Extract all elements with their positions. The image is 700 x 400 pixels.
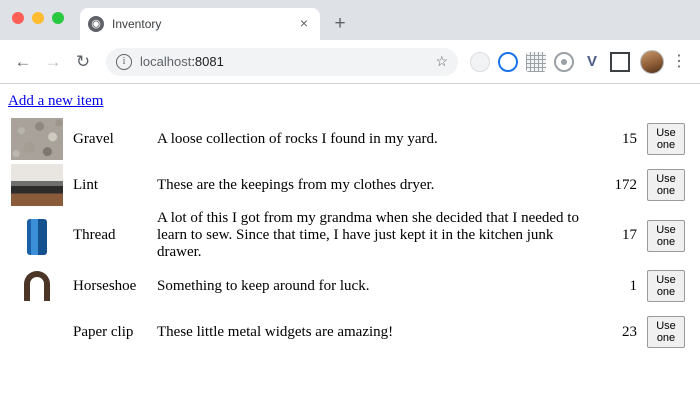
row-action-cell [640,162,692,208]
table-row [8,162,692,208]
row-name: Thread [73,227,116,243]
window-controls [12,12,64,24]
row-image-cell [8,116,70,162]
minimize-window-button[interactable] [32,12,44,24]
horseshoe-thumbnail [11,265,63,307]
row-action-cell [640,309,692,355]
site-info-icon[interactable]: i [116,54,132,70]
row-name: Lint [73,176,98,193]
table-row [8,263,692,309]
close-window-button[interactable] [12,12,24,24]
row-action-cell [640,208,692,263]
browser-menu-icon[interactable]: ⋮ [671,52,687,70]
no-thumbnail [11,311,63,353]
globe-icon: ◉ [88,16,104,32]
target-icon[interactable] [554,52,574,72]
grey-circle-icon[interactable] [470,52,490,72]
use-one-button[interactable]: Use one [647,270,685,302]
table-row [8,309,692,355]
row-quantity: 172 [614,176,637,193]
table-row [8,208,692,263]
thread-thumbnail [11,215,63,257]
new-tab-button[interactable]: + [334,13,346,34]
row-name: Gravel [73,130,114,147]
vee-icon[interactable]: V [586,52,597,70]
use-one-button[interactable]: Use one [647,316,685,348]
row-image-cell [8,208,70,263]
back-icon[interactable]: ← [14,51,32,71]
reload-icon[interactable]: ↻ [75,51,91,71]
row-description: A lot of this I got from my grandma when she decided that I needed to learn to sew. Since that time, I have just kept it in the kitchen junk drawer. [157,210,579,260]
row-quantity: 23 [622,323,637,340]
row-name: Horseshoe [73,277,137,294]
row-description: These little metal widgets are amazing! [157,323,394,340]
row-action-cell [640,263,692,309]
browser-tab[interactable] [80,8,320,40]
add-new-item-link[interactable]: Add a new item [8,93,104,109]
frame-icon[interactable] [610,52,630,72]
use-one-button[interactable]: Use one [647,169,685,201]
table-row [8,116,692,162]
hash-grid-icon[interactable] [526,52,546,72]
avatar[interactable] [640,50,664,74]
tab-title: Inventory [112,17,162,31]
forward-icon[interactable]: → [44,51,62,71]
row-image-cell [8,162,70,208]
use-one-button[interactable]: Use one [647,220,685,252]
page-content [0,84,700,400]
tab-strip [0,0,700,40]
browser-toolbar [0,40,700,84]
row-quantity: 1 [629,277,637,294]
blue-ring-icon[interactable] [498,52,518,72]
url-port: :8081 [191,54,224,69]
row-quantity: 17 [622,227,637,243]
row-description: Something to keep around for luck. [157,277,370,294]
row-description: These are the keepings from my clothes dryer. [157,176,435,193]
gravel-thumbnail [11,118,63,160]
row-image-cell [8,309,70,355]
row-action-cell [640,116,692,162]
use-one-button[interactable]: Use one [647,123,685,155]
close-icon[interactable]: × [299,15,309,31]
row-quantity: 15 [622,130,637,147]
inventory-table [8,116,692,355]
lint-thumbnail [11,164,63,206]
zoom-window-button[interactable] [52,12,64,24]
address-bar[interactable] [106,48,458,76]
url-host: localhost [140,54,192,69]
row-name: Paper clip [73,323,134,340]
row-description: A loose collection of rocks I found in my yard. [157,130,438,147]
url-text [140,54,427,69]
row-image-cell [8,263,70,309]
bookmark-star-icon[interactable]: ☆ [435,53,448,69]
